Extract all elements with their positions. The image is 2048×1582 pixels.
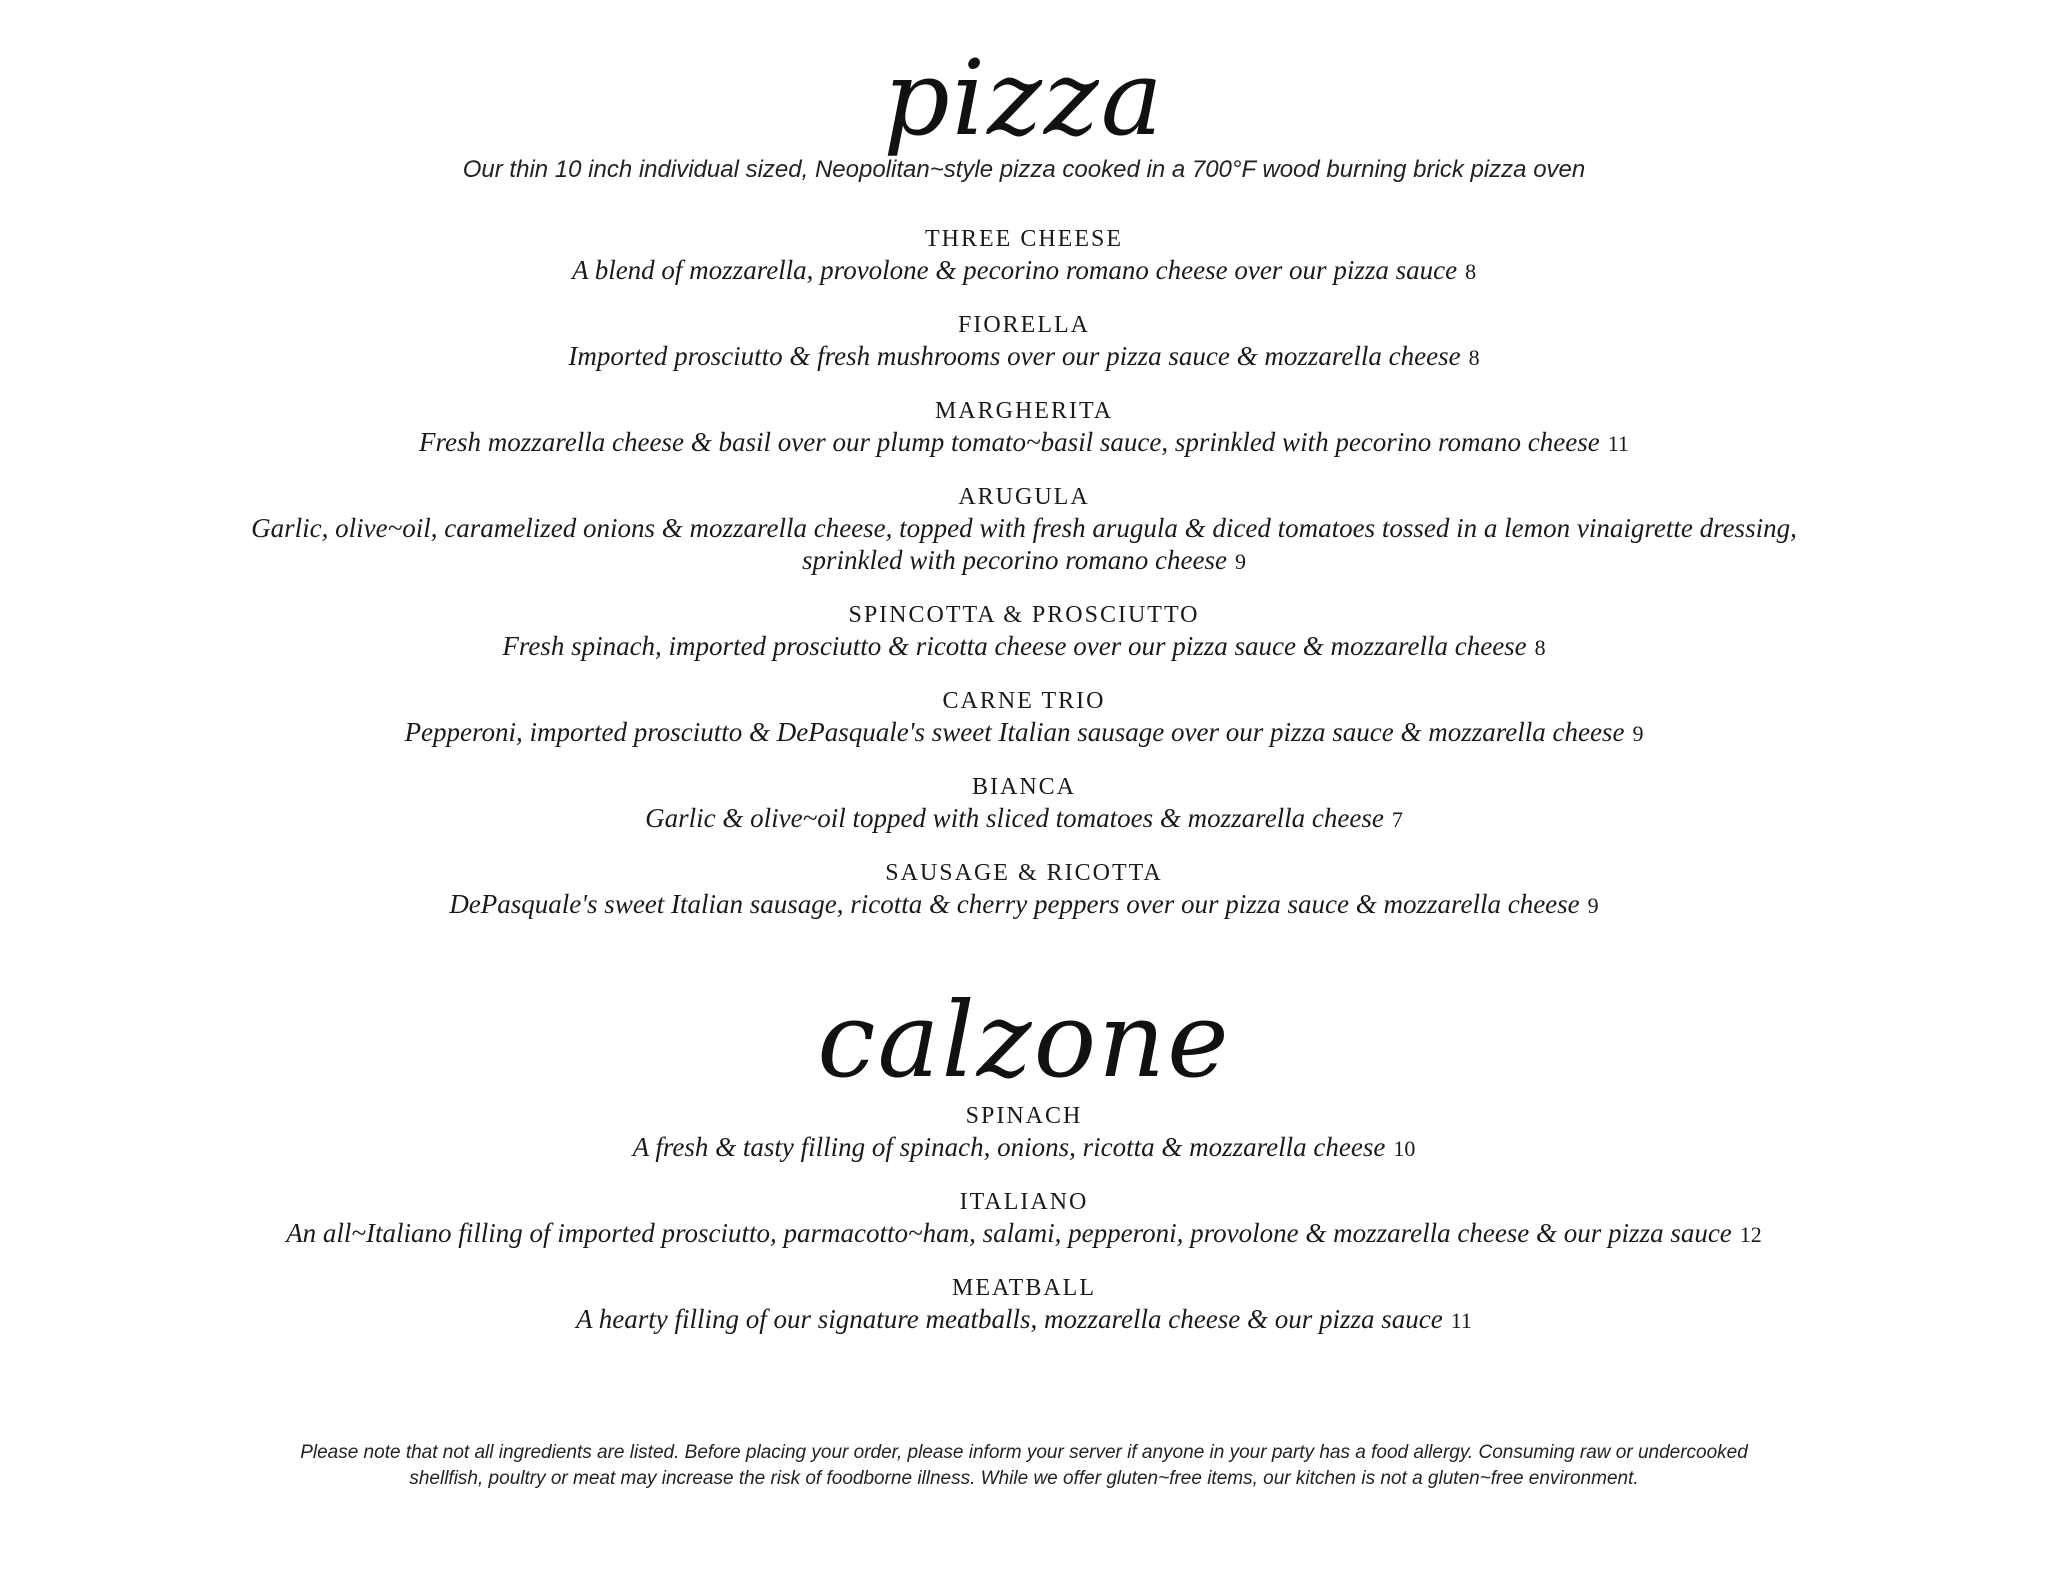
menu-item [200,1187,1848,1249]
item-price: 8 [1465,259,1477,284]
item-description: A fresh & tasty filling of spinach, onions, ricotta & mozzarella cheese [632,1132,1386,1162]
item-price: 9 [1632,721,1644,746]
menu-item [200,1101,1848,1163]
calzone-item-list [200,1101,1848,1359]
item-description: DePasquale's sweet Italian sausage, ricotta & cherry peppers over our pizza sauce & mozzarella cheese [449,889,1580,919]
allergy-disclaimer: Please note that not all ingredients are listed. Before placing your order, please inform your server if anyone in your party has a food allergy. Consuming raw or undercooked shellfish, poultry or meat may increase the risk of foodborne illness. While we offer gluten~free items, our kitchen is not a gluten~free environment. [300,1442,1748,1489]
item-description: A blend of mozzarella, provolone & pecorino romano cheese over our pizza sauce [571,255,1458,285]
item-price: 10 [1393,1136,1416,1161]
item-description: An all~Italiano filling of imported prosciutto, parmacotto~ham, salami, pepperoni, provolone & mozzarella cheese & our pizza sauce [286,1218,1732,1248]
menu-item [200,224,1848,286]
pizza-item-list [200,224,1848,944]
item-description: Garlic, olive~oil, caramelized onions & mozzarella cheese, topped with fresh arugula & diced tomatoes tossed in a lemon vinaigrette dressing, sprinkled with pecorino romano cheese [251,513,1797,575]
item-description: A hearty filling of our signature meatballs, mozzarella cheese & our pizza sauce [576,1304,1443,1334]
item-name: FIORELLA [958,312,1090,338]
menu-item [200,482,1848,576]
pizza-intro: Our thin 10 inch individual sized, Neopolitan~style pizza cooked in a 700°F wood burning brick pizza oven [462,156,1586,183]
item-name: THREE CHEESE [925,226,1123,252]
item-name: SPINCOTTA & PROSCIUTTO [848,602,1200,628]
menu-item [200,396,1848,458]
menu-item [200,772,1848,834]
item-name: CARNE TRIO [942,688,1106,714]
item-description: Garlic & olive~oil topped with sliced tomatoes & mozzarella cheese [645,803,1384,833]
item-name: ITALIANO [959,1189,1089,1215]
item-price: 11 [1450,1308,1472,1333]
item-price: 9 [1587,893,1599,918]
item-name: ARUGULA [958,484,1090,510]
calzone-section-title: calzone [817,979,1231,1101]
menu-item [200,686,1848,748]
menu-item [200,310,1848,372]
item-price: 8 [1534,635,1546,660]
item-name: BIANCA [971,774,1076,800]
item-price: 9 [1234,549,1246,574]
menu-item [200,858,1848,920]
item-name: SAUSAGE & RICOTTA [885,860,1163,886]
pizza-section-title: pizza [883,37,1165,159]
item-price: 8 [1468,345,1480,370]
item-description: Fresh spinach, imported prosciutto & ricotta cheese over our pizza sauce & mozzarella cheese [502,631,1527,661]
item-name: MARGHERITA [934,398,1114,424]
menu-item [200,600,1848,662]
item-price: 11 [1607,431,1629,456]
menu-item [200,1273,1848,1335]
item-name: MEATBALL [952,1275,1096,1301]
item-price: 12 [1739,1222,1762,1247]
item-price: 7 [1391,807,1403,832]
item-description: Imported prosciutto & fresh mushrooms over our pizza sauce & mozzarella cheese [568,341,1461,371]
item-description: Pepperoni, imported prosciutto & DePasquale's sweet Italian sausage over our pizza sauce & mozzarella cheese [404,717,1625,747]
item-name: SPINACH [965,1103,1083,1129]
item-description: Fresh mozzarella cheese & basil over our plump tomato~basil sauce, sprinkled with pecorino romano cheese [419,427,1600,457]
